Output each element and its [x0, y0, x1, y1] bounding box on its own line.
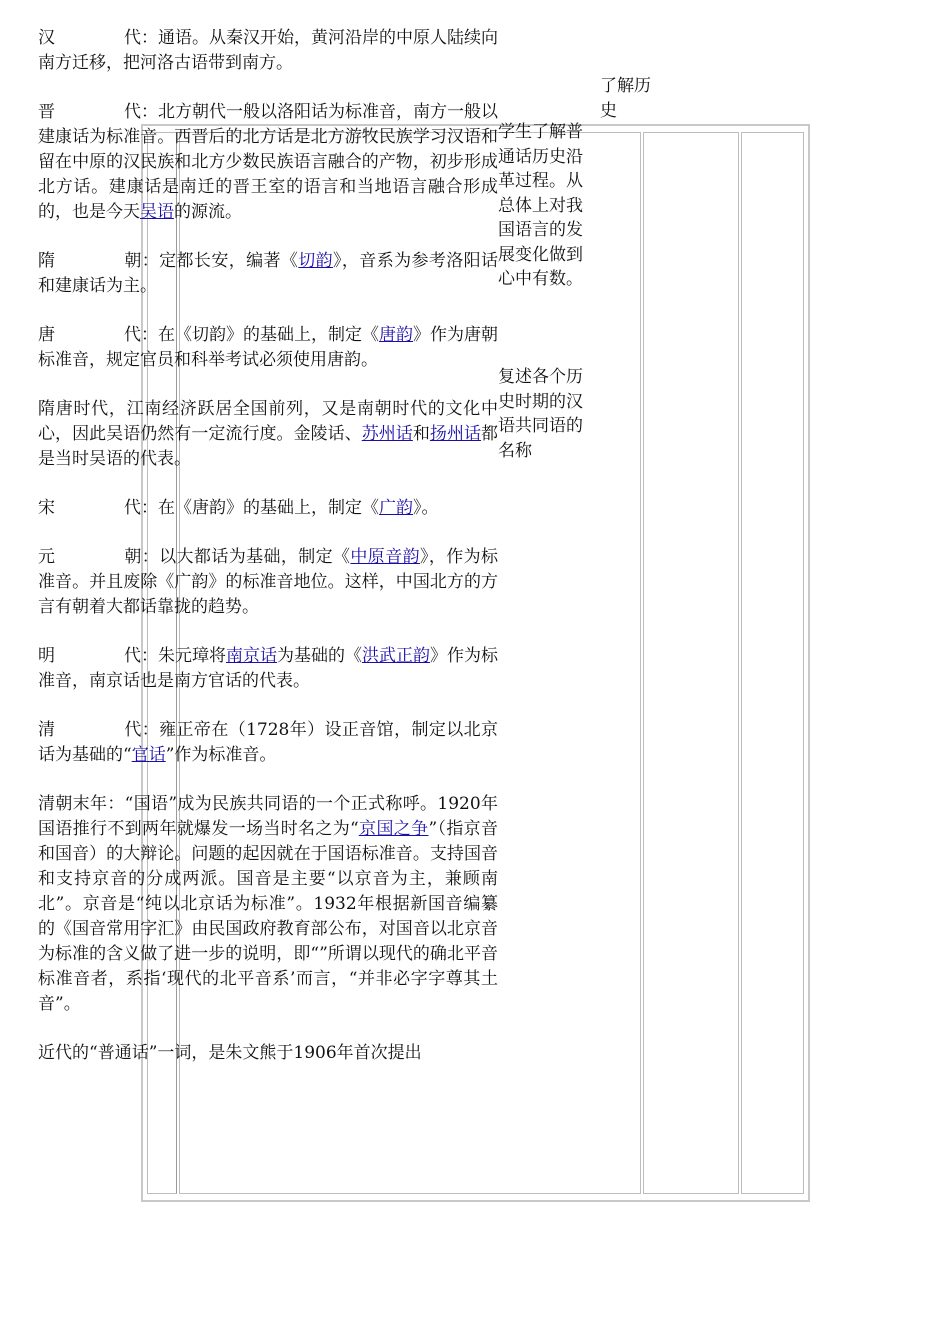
era-label: 元: [38, 547, 55, 567]
era-label: 清: [38, 720, 55, 740]
paragraph-yuan: 元 朝：以大都话为基础，制定《中原音韵》，作为标准音。并且废除《广韵》的标准音地位。这样，中国北方的方言有朝着大都话靠拢的趋势。: [38, 547, 499, 617]
era-label: 隋: [38, 251, 55, 271]
link-hongwuzhengyun[interactable]: 洪武正韵: [362, 646, 430, 666]
era-label: 明: [38, 646, 55, 666]
paragraph-tang: 唐 代：在《切韵》的基础上，制定《唐韵》作为唐朝标准音，规定官员和科举考试必须使用唐韵。: [38, 325, 498, 370]
link-yangzhouhua[interactable]: 扬州话: [429, 424, 482, 444]
link-nanjinghua[interactable]: 南京话: [226, 646, 277, 666]
link-qieyun[interactable]: 切韵: [298, 251, 334, 271]
paragraph-qing: 清 代：雍正帝在（1728年）设正音馆，制定以北京话为基础的“官话”作为标准音。: [38, 720, 498, 765]
link-jingguozhizheng[interactable]: 京国之争: [358, 819, 429, 839]
table-column-objective: [741, 132, 804, 1194]
link-guangyun[interactable]: 广韵: [379, 498, 413, 518]
learning-goal-2: 复述各个历史时期的汉语共同语的名称: [498, 367, 583, 461]
link-guanhua[interactable]: 官话: [131, 745, 166, 765]
era-label: 唐: [38, 325, 55, 345]
paragraph-ming: 明 代：朱元璋将南京话为基础的《洪武正韵》作为标准音，南京话也是南方官话的代表。: [38, 646, 498, 691]
link-suzhouhua[interactable]: 苏州话: [361, 424, 413, 444]
objective-label: 了解历史: [600, 76, 651, 121]
link-zhongyuanyinyun[interactable]: 中原音韵: [350, 547, 420, 567]
paragraph-suitang: 隋唐时代，江南经济跃居全国前列，又是南朝时代的文化中心，因此吴语仍然有一定流行度。金陵话、苏州话和扬州话都是当时吴语的代表。: [38, 399, 499, 469]
paragraph-sui: 隋 朝：定都长安，编著《切韵》，音系为参考洛阳话和建康话为主。: [38, 251, 499, 296]
paragraph-modern: 近代的“普通话”一词，是朱文熊于1906年首次提出: [38, 1043, 422, 1063]
era-label: 汉: [38, 28, 55, 48]
link-tangyun[interactable]: 唐韵: [379, 325, 413, 345]
paragraph-song: 宋 代：在《唐韵》的基础上，制定《广韵》。: [38, 496, 498, 521]
link-wuyu[interactable]: 吴语: [140, 202, 174, 222]
paragraph-jin: 晋 代：北方朝代一般以洛阳话为标准音，南方一般以建康话为标准音。西晋后的北方话是北方游牧民族学习汉语和留在中原的汉民族和北方少数民族语言融合的产物，初步形成北方话。建康话是南迁的晋王室的语言和当地语言融合形成的，也是今天吴语的源流。: [38, 102, 498, 222]
era-label: 宋: [38, 498, 55, 518]
table-column-goals: [643, 132, 739, 1194]
era-label: 晋: [38, 102, 55, 122]
history-content: [38, 26, 498, 1090]
paragraph-late-qing: 清朝末年：“国语”成为民族共同语的一个正式称呼。1920年国语推行不到两年就爆发一场当时名之为“京国之争”（指京音和国音）的大辩论。问题的起因就在于国语标准音。支持国音和支持京音的分成两派。国音是主要“以京音为主，兼顾南北”。京音是“纯以北京话为标准”。1932年根据新国音编纂的《国音常用字汇》由民国政府教育部公布，对国音以北京音为标准的含义做了进一步的说明，即“”所谓以现代的确北平音标准音者，系指‘现代的北平音系’而言，“并非必字字尊其土音”。: [38, 794, 498, 1014]
paragraph-han: 汉 代：通语。从秦汉开始，黄河沿岸的中原人陆续向南方迁移，把河洛古语带到南方。: [38, 28, 498, 73]
learning-goal-1: 学生了解普通话历史沿革过程。从总体上对我国语言的发展变化做到心中有数。: [498, 122, 583, 289]
